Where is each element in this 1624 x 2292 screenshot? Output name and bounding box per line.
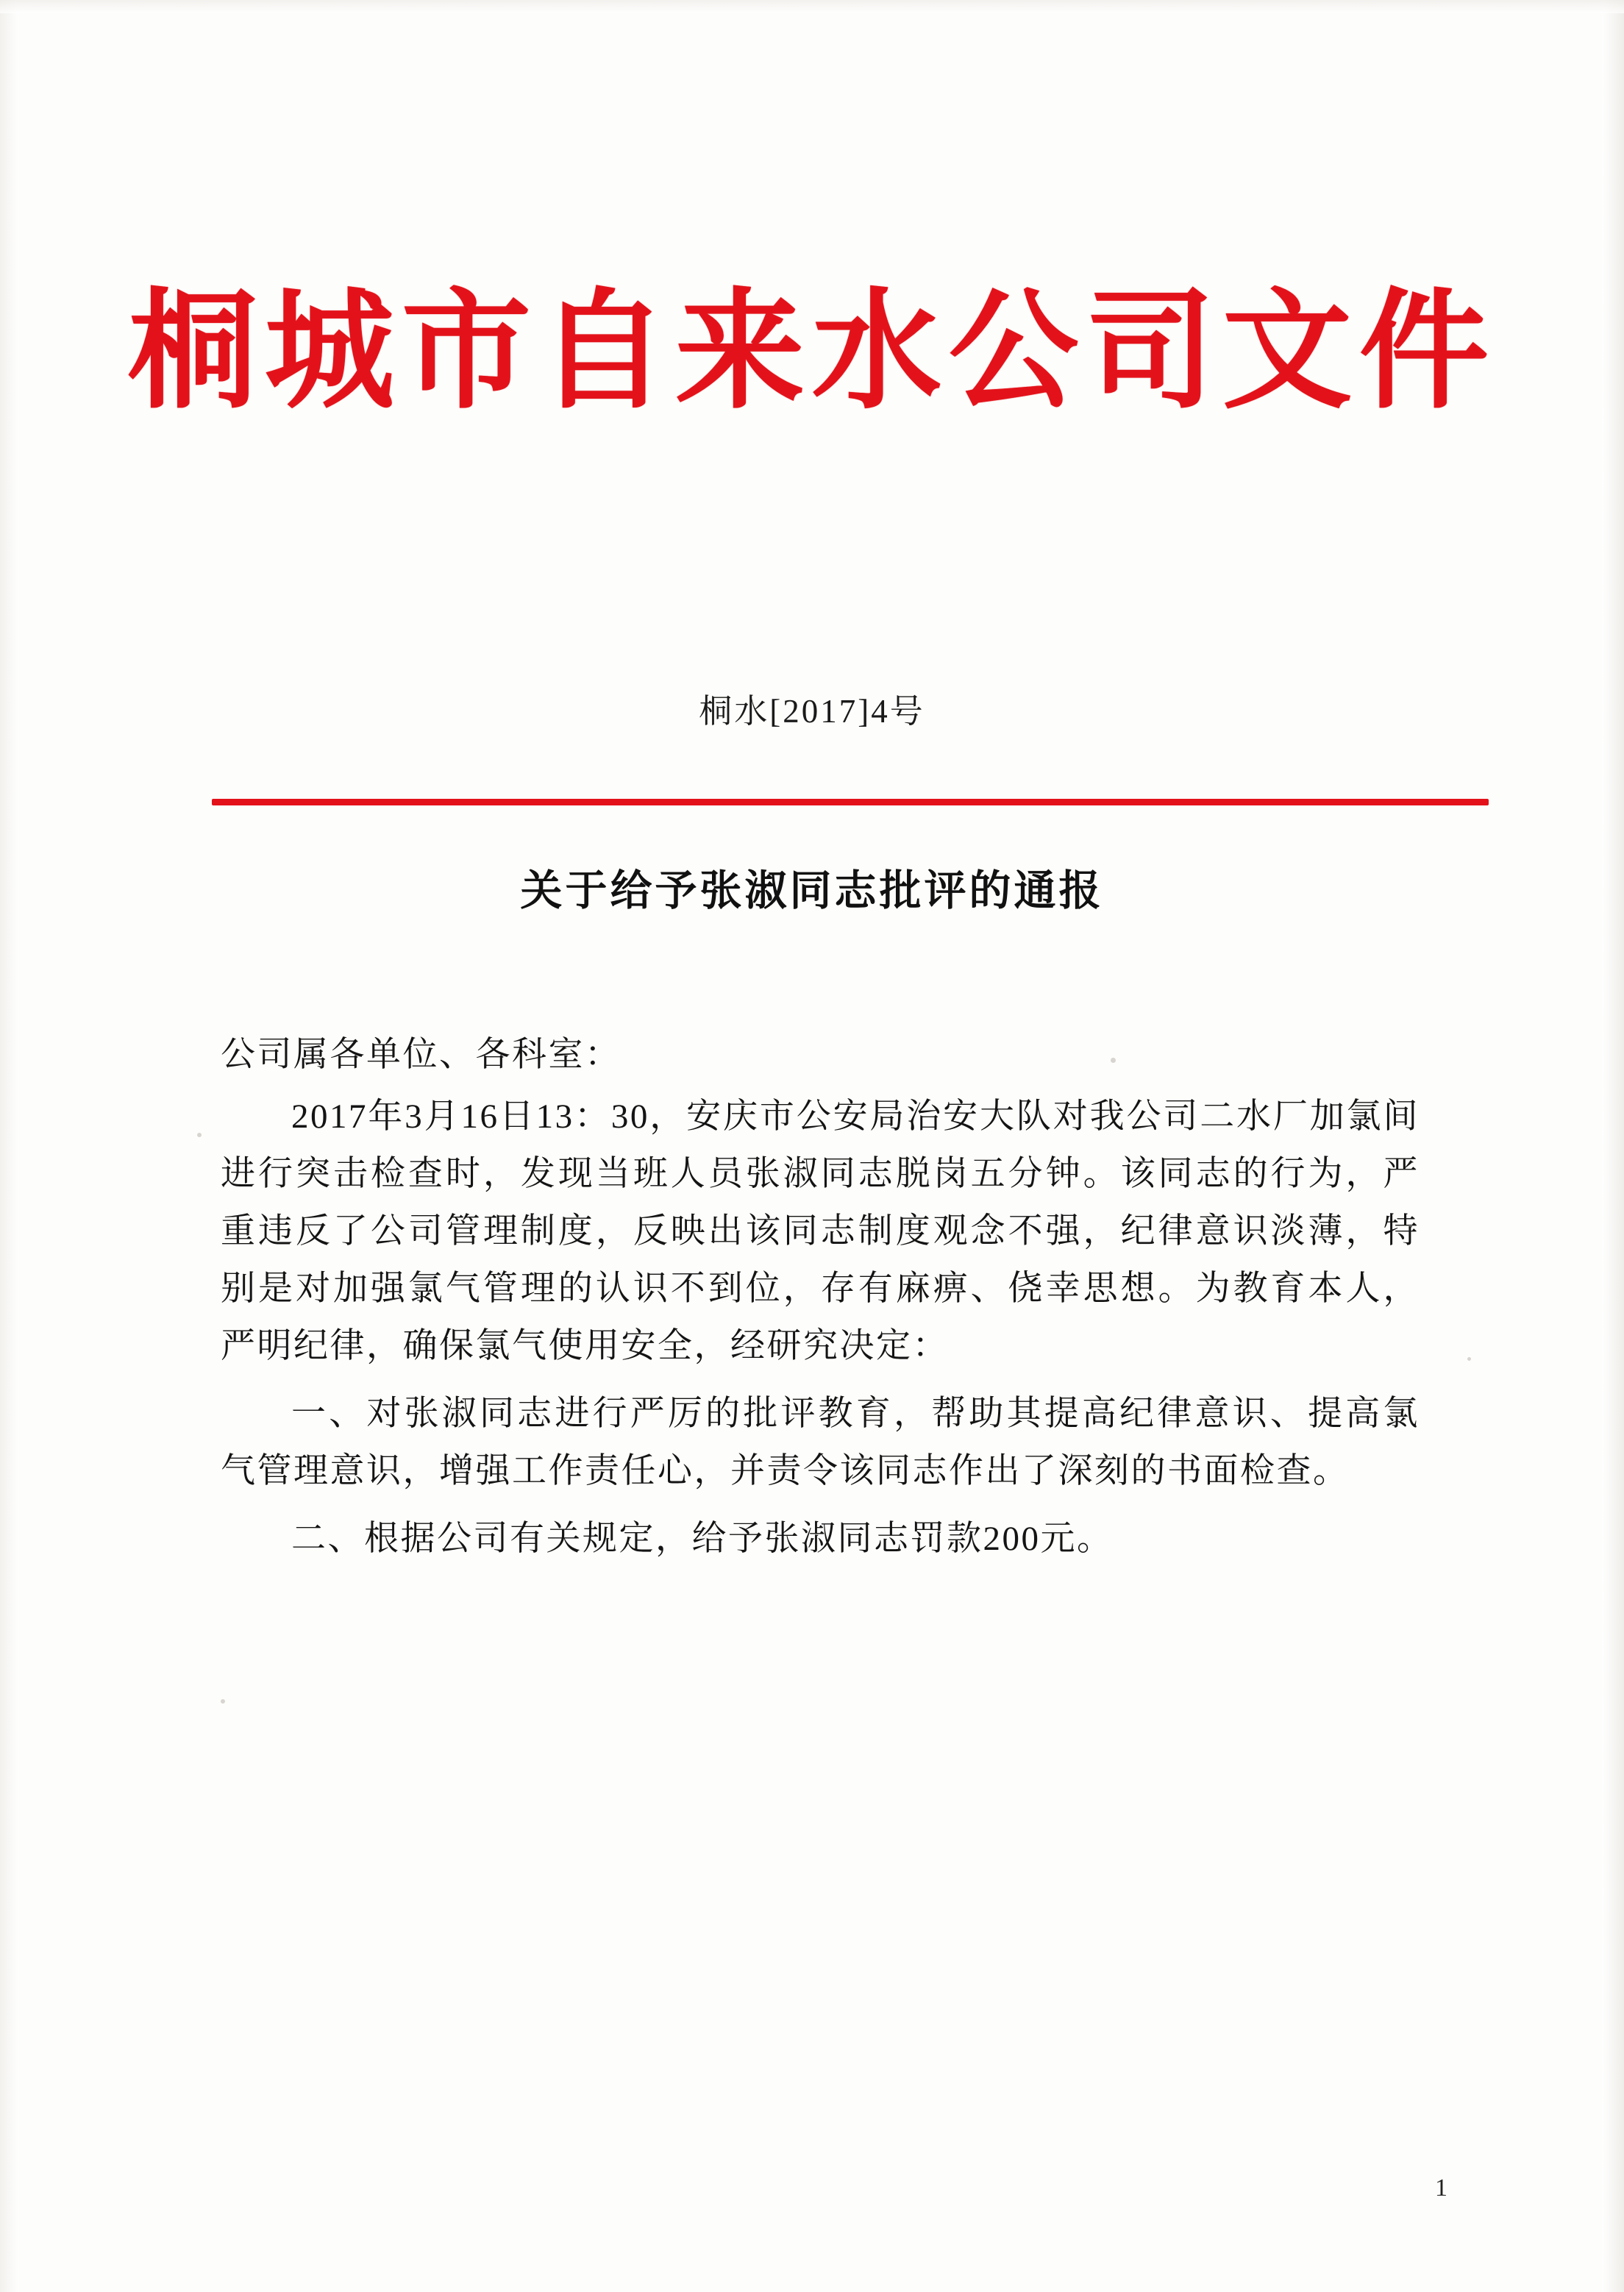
body-paragraph-2: 一、对张淑同志进行严厉的批评教育，帮助其提高纪律意识、提高氯气管理意识，增强工作责任心，并责令该同志作出了深刻的书面检查。	[221, 1395, 1420, 1491]
document-title: 关于给予张淑同志批评的通报	[520, 868, 1104, 914]
scan-speck	[1467, 1357, 1471, 1361]
document-body	[221, 1026, 1420, 1572]
body-paragraph-3: 二、根据公司有关规定，给予张淑同志罚款200元。	[291, 1520, 1114, 1559]
salutation-line: 公司属各单位、各科室：	[221, 1036, 622, 1074]
body-paragraph-1: 2017年3月16日13：30，安庆市公安局治安大队对我公司二水厂加氯间进行突击检查时，发现当班人员张淑同志脱岗五分钟。该同志的行为，严重违反了公司管理制度，反映出该同志制度观念不强，纪律意识淡薄，特别是对加强氯气管理的认识不到位，存有麻痹、侥幸思想。为教育本人，严明纪律，确保氯气使用安全，经研究决定：	[221, 1097, 1420, 1366]
scan-speck	[197, 1133, 202, 1137]
document-number: 桐水[2017]4号	[699, 693, 925, 730]
paper-edge-top	[0, 0, 1624, 13]
page-number: 1	[1435, 2174, 1447, 2202]
scan-speck	[221, 1699, 225, 1704]
document-header-title: 桐城市自来水公司文件	[127, 281, 1496, 424]
red-separator-rule	[212, 799, 1489, 805]
